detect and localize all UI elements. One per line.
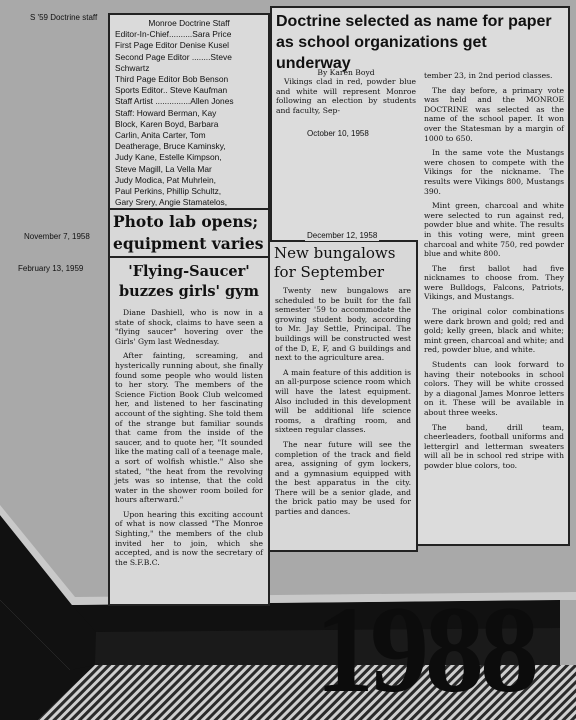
bungalows-body xyxy=(270,286,416,517)
date-nov: November 7, 1958 xyxy=(24,232,90,241)
staff-line: Gary Srery, Angie Stamatelos, xyxy=(115,197,228,208)
doctrine-paragraph: The first ballot had five nicknames to choose from. They were Bulldogs, Falcons, Patriots, Vikings, and Mustangs. xyxy=(424,263,564,302)
photo-lab-headline: Photo lab opens; equipment varies xyxy=(113,212,264,253)
staff-line: Judy Modica, Pat Muhrlein, xyxy=(115,174,217,185)
staff-line: Third Page Editor Bob Benson xyxy=(115,74,229,85)
doctrine-byline: By Karen Boyd xyxy=(317,68,375,77)
staff-line: First Page Editor Denise Kusel xyxy=(115,40,230,51)
doctrine-col1-text: Vikings clad in red, powder blue and white will represent Monroe following an election by students and faculty, Sep- xyxy=(276,77,416,115)
saucer-paragraph: Upon hearing this exciting account of what is now classed "The Monroe Sighting," the members of the club invited her to join, which she accepted, and is now the secretary of the S.F.B.C. xyxy=(115,509,263,567)
saucer-paragraph: After fainting, screaming, and hysterically running about, she finally found some people who would listen to her story. The members of the Science Fiction Book Club welcomed her, and listened to her fascinating account of the sighting. She told them of the strange but familiar sounds that came from the inside of the saucer, and to quote her, "It sounded like the mating call of a teenage male, a sort of wolfish whistle." Also she stated, "the heat from the revolving jets was so intense, that the cold water in the shower room boiled for hours afterward." xyxy=(115,351,263,505)
saucer-clipping xyxy=(108,256,270,606)
staff-line: Paul Perkins, Phillip Schultz, xyxy=(115,186,222,197)
bungalows-paragraph: Twenty new bungalows are scheduled to be built for the fall semester '59 to accommodate the growing student body, according to Mr. Jay Settle, Principal. The buildings will be constructed west of the D, E, F, and G buildings and next to the agriculture area. xyxy=(275,286,411,363)
doctrine-paragraph: The day before, a primary vote was held and the MONROE DOCTRINE was selected as the name of the school paper. It won over the Statesman by a margin of 1000 to 650. xyxy=(424,85,564,143)
staff-line: Schwartz xyxy=(115,62,150,73)
bungalows-paragraph: A main feature of this addition is an all-purpose science room which will have the latest equipment. Also included in this development will be additional life science rooms, a drafting room, and sixteen regular classes. xyxy=(275,367,411,435)
saucer-paragraph: Diane Dashiell, who is now in a state of shock, claims to have seen a "flying saucer" hovering over the Girls' Gym last Wednesday. xyxy=(115,308,263,346)
bungalows-headline: New bungalows for September xyxy=(274,244,396,281)
saucer-body xyxy=(110,308,268,567)
date-oct: October 10, 1958 xyxy=(307,129,369,138)
staff-line: Steve Magill, La Vella Mar xyxy=(115,163,212,174)
staff-line: Second Page Editor ........Steve xyxy=(115,51,232,62)
doctrine-col1 xyxy=(276,68,416,115)
bungalows-paragraph: The near future will see the completion of the track and field area, assigning of gym lockers, and a gymnasium equipped with the best apparatus in the city. There will be a senior glade, and the brick patio may be used for parties and dances. xyxy=(275,439,411,517)
year-display: 1988 xyxy=(315,580,535,719)
doctrine-paragraph: In the same vote the Mustangs were chosen to compete with the Vikings for the nickname. The results were Vikings 800, Mustangs 390. xyxy=(424,148,564,196)
doctrine-paragraph: The band, drill team, cheerleaders, football uniforms and lettergirl and letterman sweaters will all be in school red stripe with powder blue colors, too. xyxy=(424,422,564,470)
staff-line: Monroe Doctrine Staff xyxy=(148,18,230,28)
staff-line: Deatherage, Bruce Kaminsky, xyxy=(115,141,226,152)
doctrine-paragraph: tember 23, in 2nd period classes. xyxy=(424,71,553,80)
doctrine-col2 xyxy=(424,71,564,476)
staff-line: Staff Artist ...............Allen Jones xyxy=(115,96,234,107)
doctrine-headline: Doctrine selected as name for paper as school organizations get underway xyxy=(276,13,552,72)
staff-list-box xyxy=(108,13,270,211)
doctrine-paragraph: Students can look forward to having their notebooks in school colors. They will be white crossed by a diagonal James Monroe letters on it. These will be available in about three weeks. xyxy=(424,360,564,417)
staff-line: Carlin, Anita Carter, Tom xyxy=(115,130,206,141)
staff-line: Staff: Howard Berman, Kay xyxy=(115,107,217,118)
date-feb: February 13, 1959 xyxy=(18,264,84,273)
saucer-headline: 'Flying-Saucer' buzzes girls' gym xyxy=(119,263,259,300)
staff-line: Editor-In-Chief..........Sara Price xyxy=(115,29,232,40)
date-dec: December 12, 1958 xyxy=(307,231,378,240)
page-label: S '59 Doctrine staff xyxy=(30,13,98,22)
doctrine-paragraph: The original color combinations were dark brown and gold; red and gold; kelly green, black and white; mint green, charcoal and white; and red, powder blue, and white. xyxy=(424,307,564,355)
staff-line: Block, Karen Boyd, Barbara xyxy=(115,118,219,129)
staff-line: Judy Kane, Estelle Kimpson, xyxy=(115,152,222,163)
photo-lab-clipping xyxy=(108,208,270,258)
staff-line: Sports Editor.. Steve Kaufman xyxy=(115,85,228,96)
doctrine-paragraph: Mint green, charcoal and white were selected to run against red, powder blue and white. The results in this voting were, mint green charcoal and white 750, red powder blue and white 800. xyxy=(424,201,564,259)
bungalows-clipping xyxy=(268,240,418,552)
